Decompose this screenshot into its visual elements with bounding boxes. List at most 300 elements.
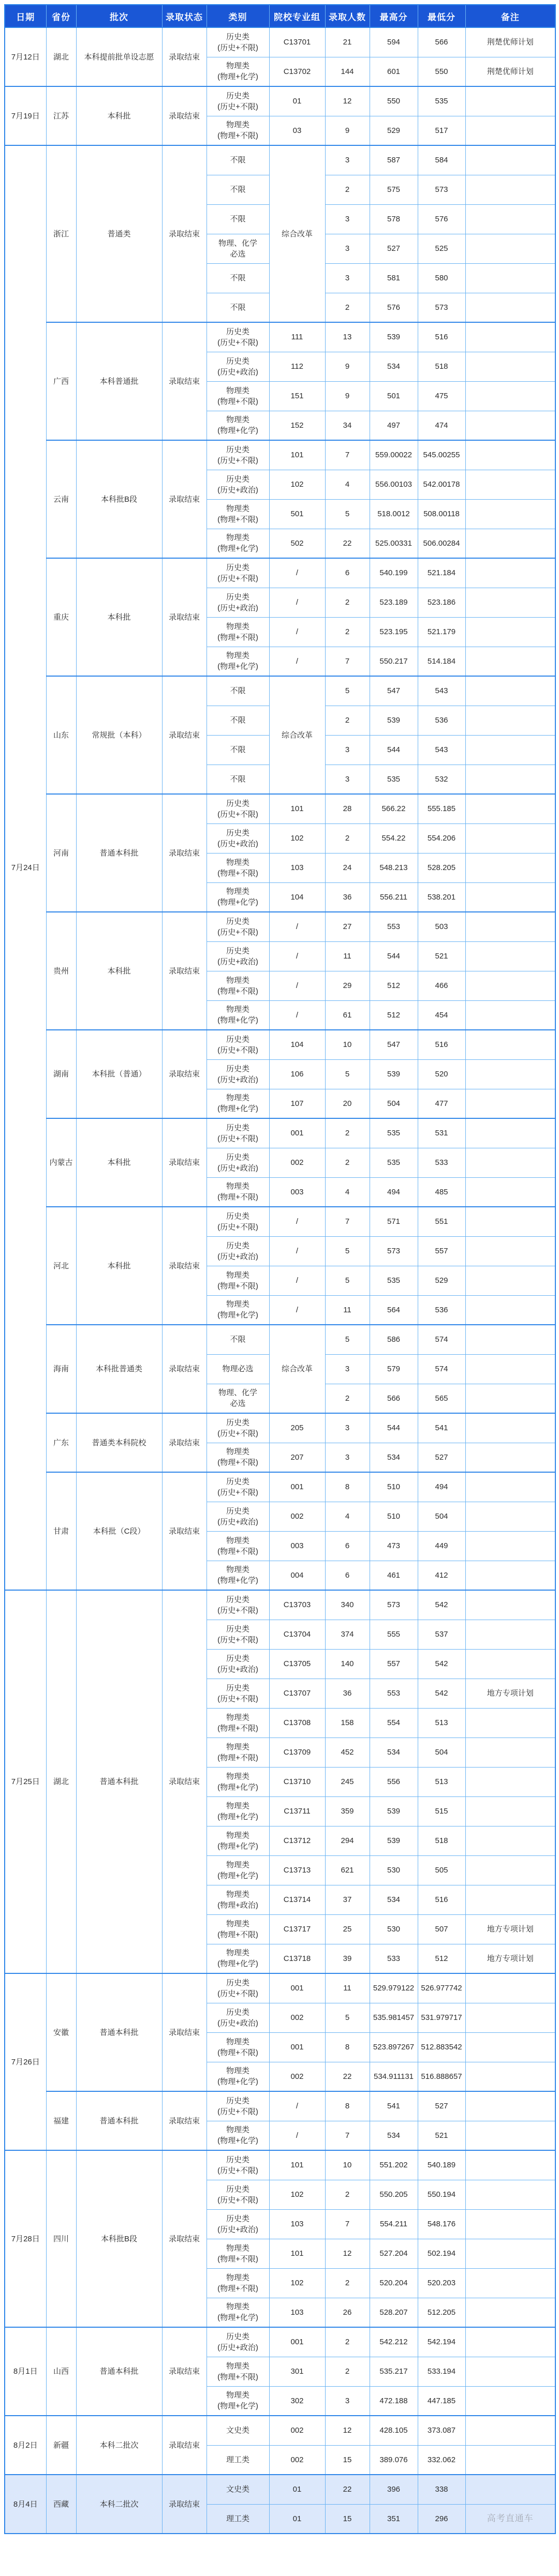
province-cell: 山东 [46,676,76,794]
admit-count-cell: 29 [325,971,370,1000]
max-score-cell: 518.0012 [370,499,418,529]
major-group-cell: / [269,647,325,676]
admit-count-cell: 26 [325,2298,370,2327]
max-score-cell: 528.207 [370,2298,418,2327]
admit-count-cell: 3 [325,2386,370,2416]
remark-cell [465,499,555,529]
status-cell: 录取结束 [162,1118,207,1207]
status-cell: 录取结束 [162,912,207,1030]
min-score-cell: 516 [418,1030,465,1059]
remark-cell [465,912,555,941]
min-score-cell: 485 [418,1177,465,1207]
remark-cell [465,765,555,794]
category-cell: 历史类 (历史+不限) [207,2180,269,2209]
status-cell: 录取结束 [162,1973,207,2091]
header-min-score: 最低分 [418,5,465,27]
batch-cell: 普通本科批 [76,794,162,912]
max-score-cell: 389.076 [370,2445,418,2475]
category-cell: 历史类 (历史+政治) [207,1059,269,1089]
remark-cell [465,352,555,381]
max-score-cell: 544 [370,735,418,765]
major-group-cell: 01 [269,2504,325,2534]
min-score-cell: 536 [418,1295,465,1325]
major-group-cell: 101 [269,2150,325,2180]
remark-cell [465,1354,555,1384]
admit-count-cell: 12 [325,2416,370,2445]
category-cell: 历史类 (历史+政治) [207,1649,269,1679]
max-score-cell: 539 [370,1059,418,1089]
max-score-cell: 555 [370,1620,418,1649]
remark-cell [465,706,555,735]
table-row [5,1413,555,1443]
major-group-cell: / [269,912,325,941]
max-score-cell: 554.22 [370,823,418,853]
admit-count-cell: 374 [325,1620,370,1649]
category-cell: 物理、化学 必选 [207,234,269,263]
results-table-body [5,27,555,2534]
major-group-cell: 102 [269,823,325,853]
remark-cell [465,1148,555,1177]
status-cell: 录取结束 [162,145,207,322]
admit-count-cell: 7 [325,647,370,676]
max-score-cell: 554.211 [370,2209,418,2239]
category-cell: 物理类 (物理+化学) [207,1295,269,1325]
status-cell: 录取结束 [162,2475,207,2534]
category-cell: 物理类 (物理+不限) [207,1738,269,1767]
remark-cell [465,411,555,440]
batch-cell: 普通本科批 [76,2091,162,2150]
remark-cell [465,1413,555,1443]
major-group-cell: 101 [269,440,325,470]
admit-count-cell: 7 [325,1207,370,1236]
batch-cell: 本科提前批单设志愿 [76,27,162,86]
admit-count-cell: 5 [325,1325,370,1354]
status-cell: 录取结束 [162,440,207,558]
table-row [5,1030,555,1059]
category-cell: 历史类 (历史+不限) [207,2150,269,2180]
min-score-cell: 494 [418,1472,465,1502]
min-score-cell: 515 [418,1796,465,1826]
admit-count-cell: 9 [325,381,370,411]
major-group-cell: / [269,2121,325,2150]
major-group-cell: C13710 [269,1767,325,1796]
min-score-cell: 475 [418,381,465,411]
min-score-cell: 514.184 [418,647,465,676]
header-major-group: 院校专业组 [269,5,325,27]
max-score-cell: 586 [370,1325,418,1354]
max-score-cell: 535 [370,1148,418,1177]
min-score-cell: 538.201 [418,882,465,912]
remark-cell [465,2416,555,2445]
province-cell: 重庆 [46,558,76,676]
remark-cell [465,1826,555,1855]
remark-cell [465,1590,555,1620]
admit-count-cell: 144 [325,57,370,86]
max-score-cell: 529.979122 [370,1973,418,2003]
remark-cell [465,2150,555,2180]
min-score-cell: 520.203 [418,2268,465,2298]
category-cell: 历史类 (历史+不限) [207,440,269,470]
admit-count-cell: 22 [325,2062,370,2091]
max-score-cell: 534.911131 [370,2062,418,2091]
remark-cell [465,1502,555,1531]
remark-cell [465,1059,555,1089]
status-cell: 录取结束 [162,2416,207,2475]
category-cell: 物理类 (物理+化学) [207,1826,269,1855]
remark-cell [465,1030,555,1059]
remark-cell [465,882,555,912]
admit-count-cell: 12 [325,86,370,116]
min-score-cell: 338 [418,2475,465,2504]
remark-cell [465,1472,555,1502]
min-score-cell: 557 [418,1236,465,1266]
major-group-cell: 103 [269,2298,325,2327]
major-group-cell: C13718 [269,1944,325,1973]
admit-count-cell: 4 [325,1502,370,1531]
date-cell: 7月25日 [5,1590,46,1973]
table-row [5,86,555,116]
remark-cell [465,2386,555,2416]
remark-cell [465,676,555,706]
remark-cell [465,2298,555,2327]
remark-cell [465,1325,555,1354]
min-score-cell: 503 [418,912,465,941]
category-cell: 不限 [207,175,269,204]
remark-cell [465,823,555,853]
status-cell: 录取结束 [162,2150,207,2327]
remark-cell [465,1118,555,1148]
batch-cell: 本科普通批 [76,322,162,440]
admit-count-cell: 20 [325,1089,370,1118]
category-cell: 不限 [207,735,269,765]
min-score-cell: 449 [418,1531,465,1561]
major-group-cell: 002 [269,1148,325,1177]
category-cell: 历史类 (历史+不限) [207,1620,269,1649]
max-score-cell: 540.199 [370,558,418,588]
major-group-cell: 001 [269,2032,325,2062]
admit-count-cell: 3 [325,1413,370,1443]
max-score-cell: 512 [370,971,418,1000]
max-score-cell: 533 [370,1944,418,1973]
max-score-cell: 575 [370,175,418,204]
admit-count-cell: 8 [325,1472,370,1502]
remark-cell [465,2239,555,2268]
admit-count-cell: 2 [325,2180,370,2209]
category-cell: 物理类 (物理+不限) [207,116,269,145]
batch-cell: 常规批（本科） [76,676,162,794]
category-cell: 物理类 (物理+化学) [207,2386,269,2416]
remark-cell [465,116,555,145]
min-score-cell: 542 [418,1649,465,1679]
remark-cell [465,86,555,116]
max-score-cell: 553 [370,1679,418,1708]
min-score-cell: 512 [418,1944,465,1973]
min-score-cell: 506.00284 [418,529,465,558]
province-cell: 湖北 [46,1590,76,1973]
batch-cell: 本科批 [76,1118,162,1207]
table-row [5,27,555,57]
max-score-cell: 534 [370,1738,418,1767]
max-score-cell: 504 [370,1089,418,1118]
remark-cell [465,2062,555,2091]
province-cell: 湖北 [46,27,76,86]
province-cell: 甘肃 [46,1472,76,1590]
date-cell: 8月4日 [5,2475,46,2534]
max-score-cell: 523.897267 [370,2032,418,2062]
min-score-cell: 528.205 [418,853,465,882]
category-cell: 物理类 (物理+化学) [207,2298,269,2327]
status-cell: 录取结束 [162,27,207,86]
batch-cell: 本科批 [76,558,162,676]
category-cell: 不限 [207,676,269,706]
major-group-cell: 104 [269,882,325,912]
max-score-cell: 520.204 [370,2268,418,2298]
min-score-cell: 296 [418,2504,465,2534]
admit-count-cell: 37 [325,1885,370,1914]
admit-count-cell: 2 [325,1384,370,1413]
max-score-cell: 535.217 [370,2357,418,2386]
major-group-cell: / [269,1207,325,1236]
max-score-cell: 501 [370,381,418,411]
max-score-cell: 523.195 [370,617,418,647]
min-score-cell: 512.205 [418,2298,465,2327]
max-score-cell: 523.189 [370,588,418,617]
max-score-cell: 544 [370,1413,418,1443]
remark-cell [465,1384,555,1413]
major-group-cell: 207 [269,1443,325,1472]
min-score-cell: 454 [418,1000,465,1030]
remark-cell [465,588,555,617]
remark-cell: 高考直通车 [465,2504,555,2534]
major-group-cell: 002 [269,1502,325,1531]
max-score-cell: 556.00103 [370,470,418,499]
max-score-cell: 535 [370,1266,418,1295]
min-score-cell: 574 [418,1354,465,1384]
category-cell: 物理类 (物理+化学) [207,1855,269,1885]
category-cell: 物理类 (物理+不限) [207,2032,269,2062]
remark-cell [465,2180,555,2209]
min-score-cell: 535 [418,86,465,116]
remark-cell [465,1177,555,1207]
min-score-cell: 550.194 [418,2180,465,2209]
admit-count-cell: 9 [325,116,370,145]
remark-cell [465,1561,555,1590]
date-cell: 7月24日 [5,145,46,1590]
major-group-cell: C13703 [269,1590,325,1620]
category-cell: 理工类 [207,2445,269,2475]
admit-count-cell: 28 [325,794,370,823]
major-group-cell: / [269,941,325,971]
min-score-cell: 447.185 [418,2386,465,2416]
min-score-cell: 584 [418,145,465,175]
min-score-cell: 520 [418,1059,465,1089]
admit-count-cell: 7 [325,440,370,470]
max-score-cell: 473 [370,1531,418,1561]
header-batch: 批次 [76,5,162,27]
max-score-cell: 534 [370,352,418,381]
category-cell: 历史类 (历史+不限) [207,912,269,941]
max-score-cell: 547 [370,1030,418,1059]
major-group-cell: 综合改革 [269,145,325,322]
remark-cell [465,647,555,676]
table-row [5,2150,555,2180]
province-cell: 湖南 [46,1030,76,1118]
major-group-cell: 03 [269,116,325,145]
status-cell: 录取结束 [162,86,207,145]
major-group-cell: C13711 [269,1796,325,1826]
batch-cell: 普通本科批 [76,1973,162,2091]
remark-cell [465,1855,555,1885]
max-score-cell: 497 [370,411,418,440]
category-cell: 物理类 (物理+不限) [207,1177,269,1207]
remark-cell [465,263,555,293]
major-group-cell: C13702 [269,57,325,86]
status-cell: 录取结束 [162,2091,207,2150]
admit-count-cell: 3 [325,1443,370,1472]
remark-cell [465,2121,555,2150]
min-score-cell: 574 [418,1325,465,1354]
remark-cell [465,2357,555,2386]
max-score-cell: 539 [370,706,418,735]
remark-cell [465,1738,555,1767]
batch-cell: 本科二批次 [76,2475,162,2534]
category-cell: 物理类 (物理+化学) [207,1561,269,1590]
remark-cell: 地方专项计划 [465,1679,555,1708]
remark-cell [465,2445,555,2475]
header-admit-count: 录取人数 [325,5,370,27]
category-cell: 物理类 (物理+不限) [207,2239,269,2268]
min-score-cell: 518 [418,352,465,381]
min-score-cell: 580 [418,263,465,293]
min-score-cell: 504 [418,1738,465,1767]
province-cell: 新疆 [46,2416,76,2475]
min-score-cell: 507 [418,1914,465,1944]
category-cell: 不限 [207,706,269,735]
table-row [5,1207,555,1236]
admit-count-cell: 340 [325,1590,370,1620]
table-header [5,5,555,27]
min-score-cell: 513 [418,1767,465,1796]
max-score-cell: 535 [370,765,418,794]
major-group-cell: / [269,1000,325,1030]
category-cell: 历史类 (历史+不限) [207,1973,269,2003]
table-row [5,2327,555,2357]
batch-cell: 本科批B段 [76,440,162,558]
table-row [5,2475,555,2504]
min-score-cell: 543 [418,676,465,706]
admission-results-table [4,4,556,2534]
table-row [5,2091,555,2121]
max-score-cell: 566.22 [370,794,418,823]
date-cell: 8月1日 [5,2327,46,2416]
admit-count-cell: 2 [325,2327,370,2357]
remark-cell [465,1531,555,1561]
category-cell: 物理类 (物理+化学) [207,411,269,440]
province-cell: 安徽 [46,1973,76,2091]
category-cell: 历史类 (历史+不限) [207,1118,269,1148]
major-group-cell: 152 [269,411,325,440]
province-cell: 云南 [46,440,76,558]
max-score-cell: 601 [370,57,418,86]
category-cell: 不限 [207,293,269,322]
category-cell: 物理类 (物理+不限) [207,499,269,529]
major-group-cell: 205 [269,1413,325,1443]
min-score-cell: 517 [418,116,465,145]
major-group-cell: 001 [269,1118,325,1148]
admit-count-cell: 2 [325,175,370,204]
status-cell: 录取结束 [162,558,207,676]
remark-cell: 荆楚优师计划 [465,57,555,86]
max-score-cell: 534 [370,1443,418,1472]
min-score-cell: 555.185 [418,794,465,823]
admit-count-cell: 2 [325,2357,370,2386]
major-group-cell: 151 [269,381,325,411]
min-score-cell: 518 [418,1826,465,1855]
category-cell: 物理类 (物理+化学) [207,1089,269,1118]
major-group-cell: 112 [269,352,325,381]
category-cell: 历史类 (历史+不限) [207,1472,269,1502]
min-score-cell: 474 [418,411,465,440]
admit-count-cell: 5 [325,499,370,529]
major-group-cell: 002 [269,2062,325,2091]
min-score-cell: 532 [418,765,465,794]
min-score-cell: 529 [418,1266,465,1295]
remark-cell [465,440,555,470]
remark-cell [465,204,555,234]
province-cell: 四川 [46,2150,76,2327]
remark-cell [465,1207,555,1236]
min-score-cell: 536 [418,706,465,735]
remark-cell [465,322,555,352]
category-cell: 不限 [207,765,269,794]
category-cell: 物理类 (物理+不限) [207,971,269,1000]
category-cell: 历史类 (历史+政治) [207,2003,269,2032]
remark-cell [465,145,555,175]
admit-count-cell: 6 [325,1561,370,1590]
major-group-cell: / [269,617,325,647]
min-score-cell: 541 [418,1413,465,1443]
category-cell: 不限 [207,1325,269,1354]
major-group-cell: 002 [269,2416,325,2445]
admit-count-cell: 140 [325,1649,370,1679]
max-score-cell: 535 [370,1118,418,1148]
category-cell: 物理类 (物理+化学) [207,57,269,86]
min-score-cell: 527 [418,2091,465,2121]
max-score-cell: 566 [370,1384,418,1413]
remark-cell [465,853,555,882]
max-score-cell: 529 [370,116,418,145]
date-cell: 7月26日 [5,1973,46,2150]
category-cell: 物理类 (物理+不限) [207,1266,269,1295]
category-cell: 不限 [207,145,269,175]
max-score-cell: 535.981457 [370,2003,418,2032]
major-group-cell: 106 [269,1059,325,1089]
remark-cell: 荆楚优师计划 [465,27,555,57]
admit-count-cell: 2 [325,2268,370,2298]
category-cell: 历史类 (历史+政治) [207,1148,269,1177]
remark-cell [465,941,555,971]
category-cell: 物理类 (物理+不限) [207,2357,269,2386]
status-cell: 录取结束 [162,1472,207,1590]
max-score-cell: 544 [370,941,418,971]
admit-count-cell: 15 [325,2445,370,2475]
admit-count-cell: 4 [325,1177,370,1207]
min-score-cell: 527 [418,1443,465,1472]
remark-cell [465,1885,555,1914]
category-cell: 历史类 (历史+不限) [207,322,269,352]
major-group-cell: 003 [269,1177,325,1207]
max-score-cell: 396 [370,2475,418,2504]
